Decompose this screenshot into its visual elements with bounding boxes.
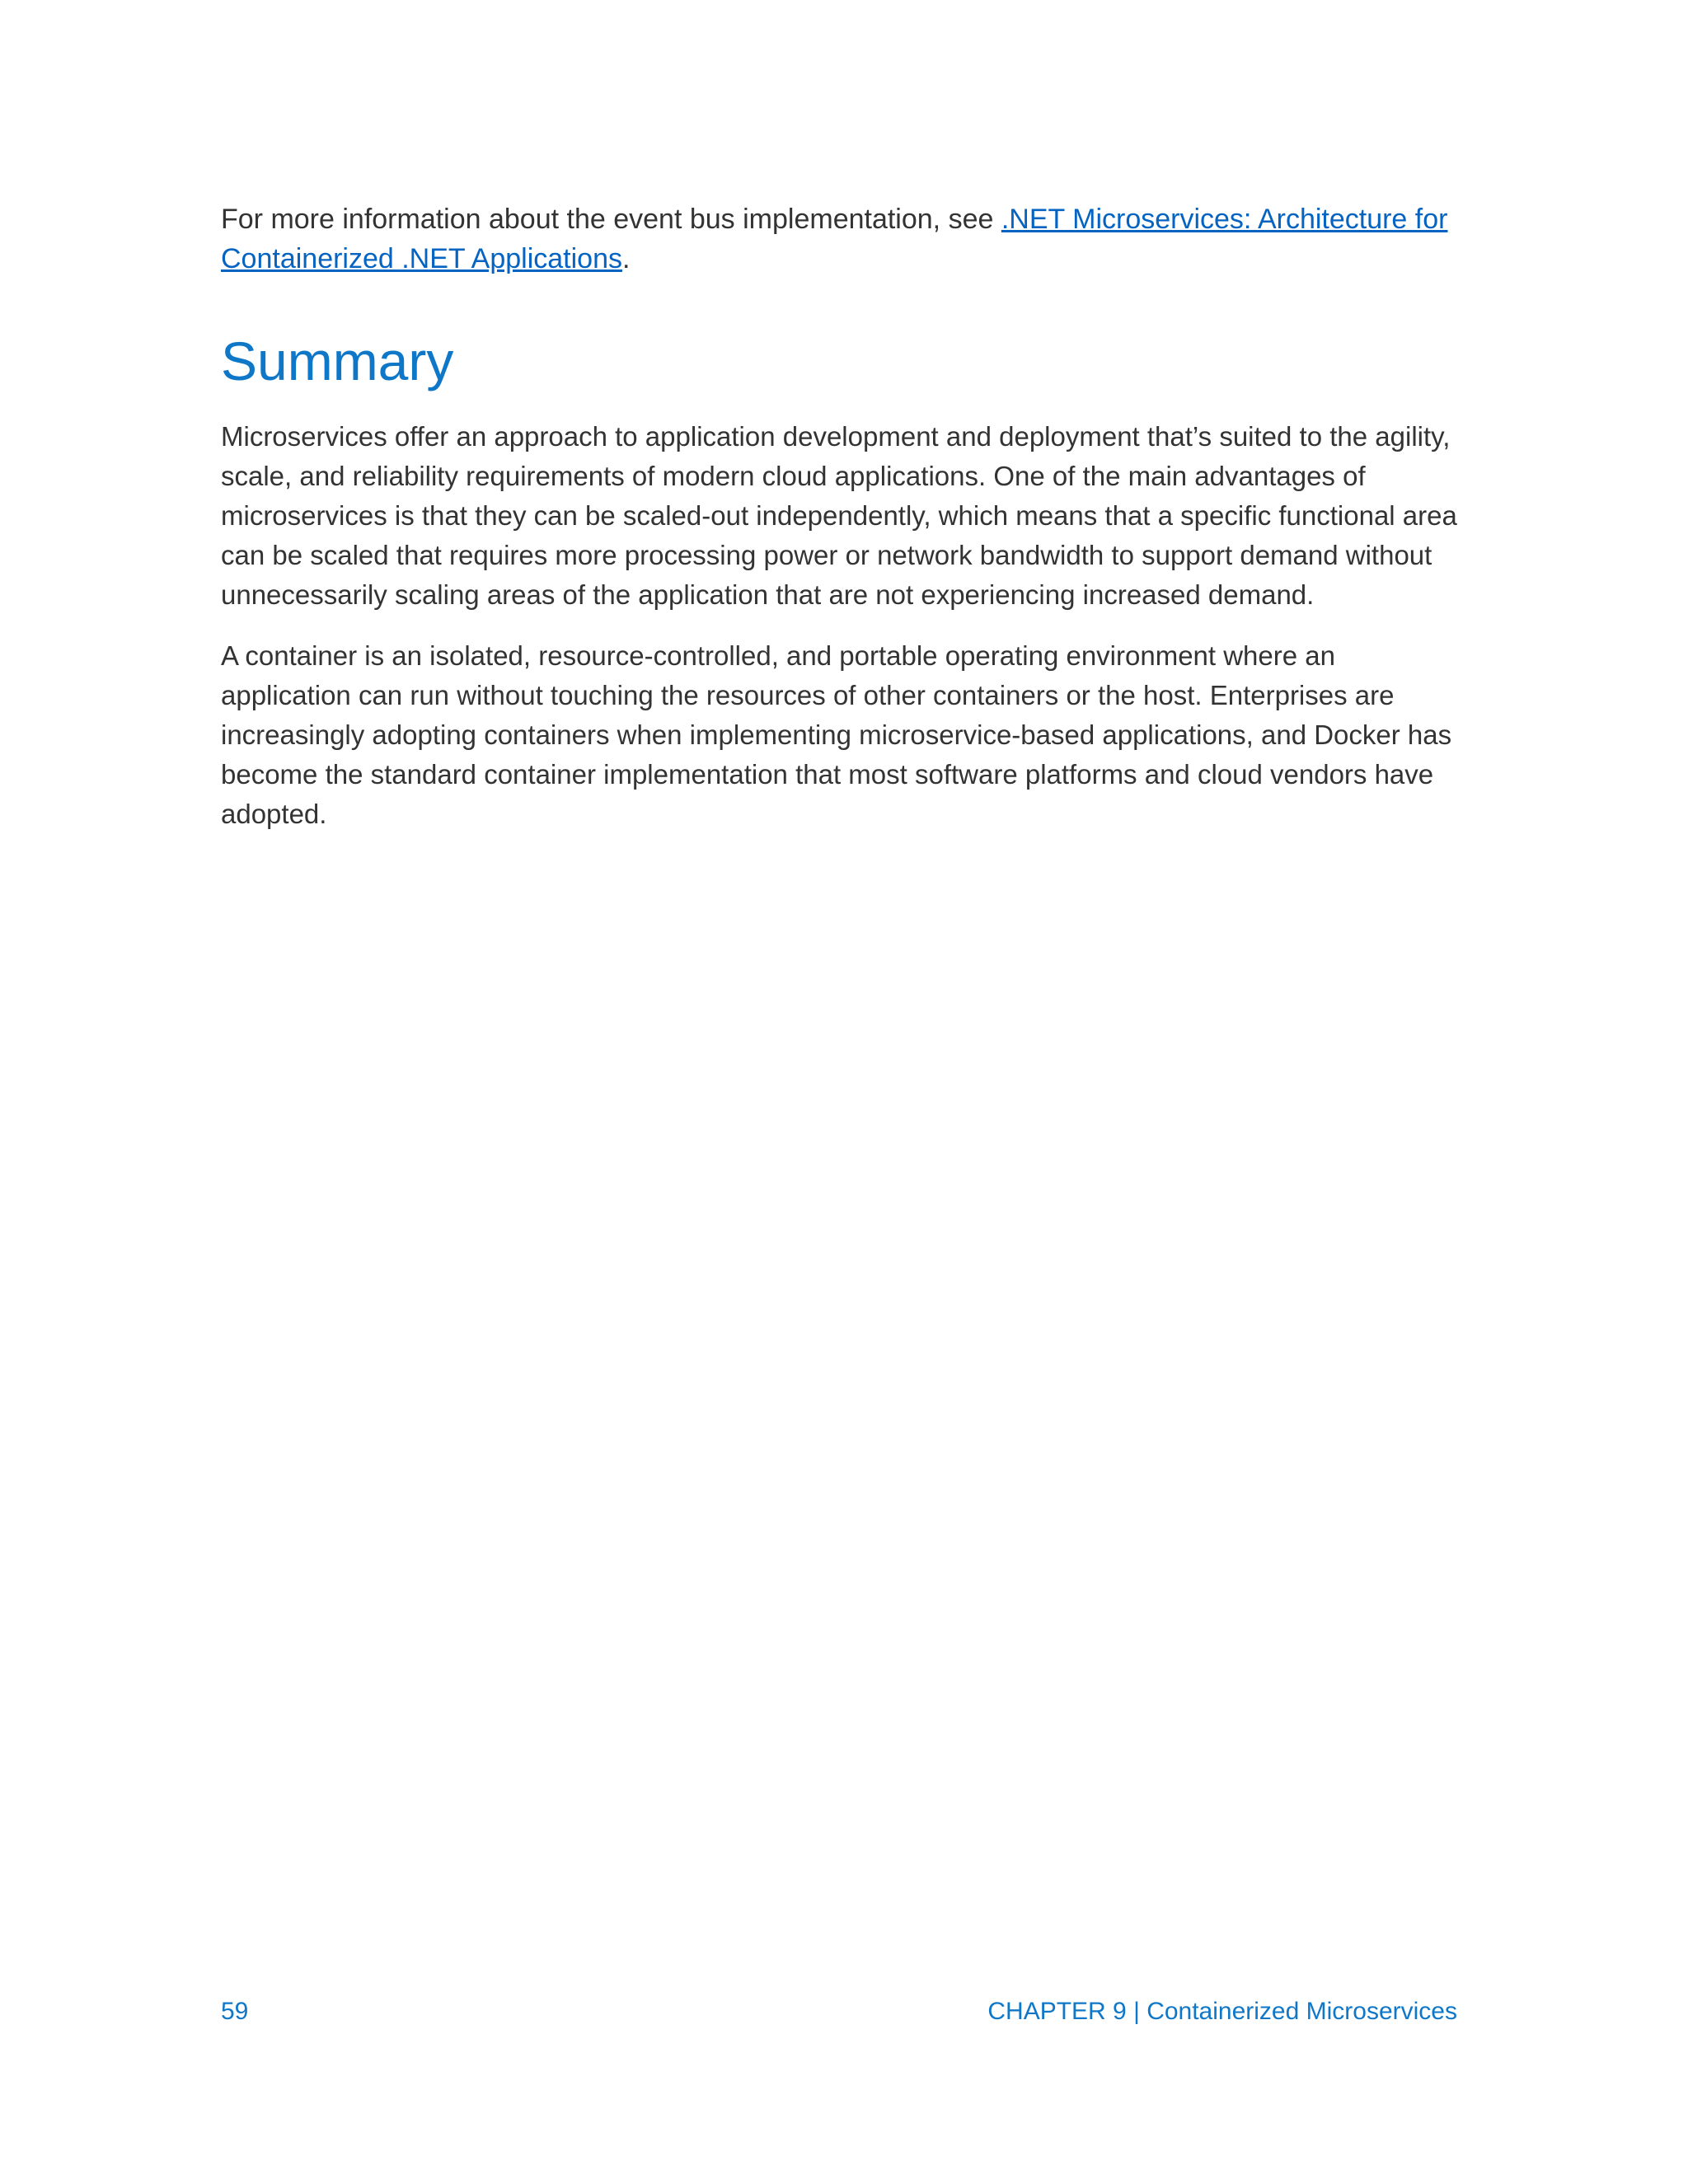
architecture-guide-link[interactable]: .NET Microservices: Architecture for Containerized .NET Applications (221, 204, 1448, 274)
intro-paragraph (221, 199, 1457, 279)
summary-paragraph-2: A container is an isolated, resource-controlled, and portable operating environment where an application can run without touching the resources of other containers or the host. Enterprises are increasingly adopting containers when implementing microservice-based applications, and Docker has become the standard container implementation that most software platforms and cloud vendors have adopted. (221, 640, 1452, 829)
page-number: 59 (221, 1998, 249, 2025)
chapter-title: CHAPTER 9 | Containerized Microservices (987, 1998, 1457, 2025)
summary-paragraph-1: Microservices offer an approach to application development and deployment that’s suited to the agility, scale, and reliability requirements of modern cloud applications. One of the main advantages of microservices is that they can be scaled-out independently, which means that a specific functional area can be scaled that requires more processing power or network bandwidth to support demand without unnecessarily scaling areas of the application that are not experiencing increased demand. (221, 421, 1457, 610)
document-page (221, 0, 1457, 2184)
intro-text-end: . (621, 243, 631, 274)
section-heading: Summary (221, 330, 454, 391)
intro-text: For more information about the event bus implementation, see (221, 204, 1001, 235)
